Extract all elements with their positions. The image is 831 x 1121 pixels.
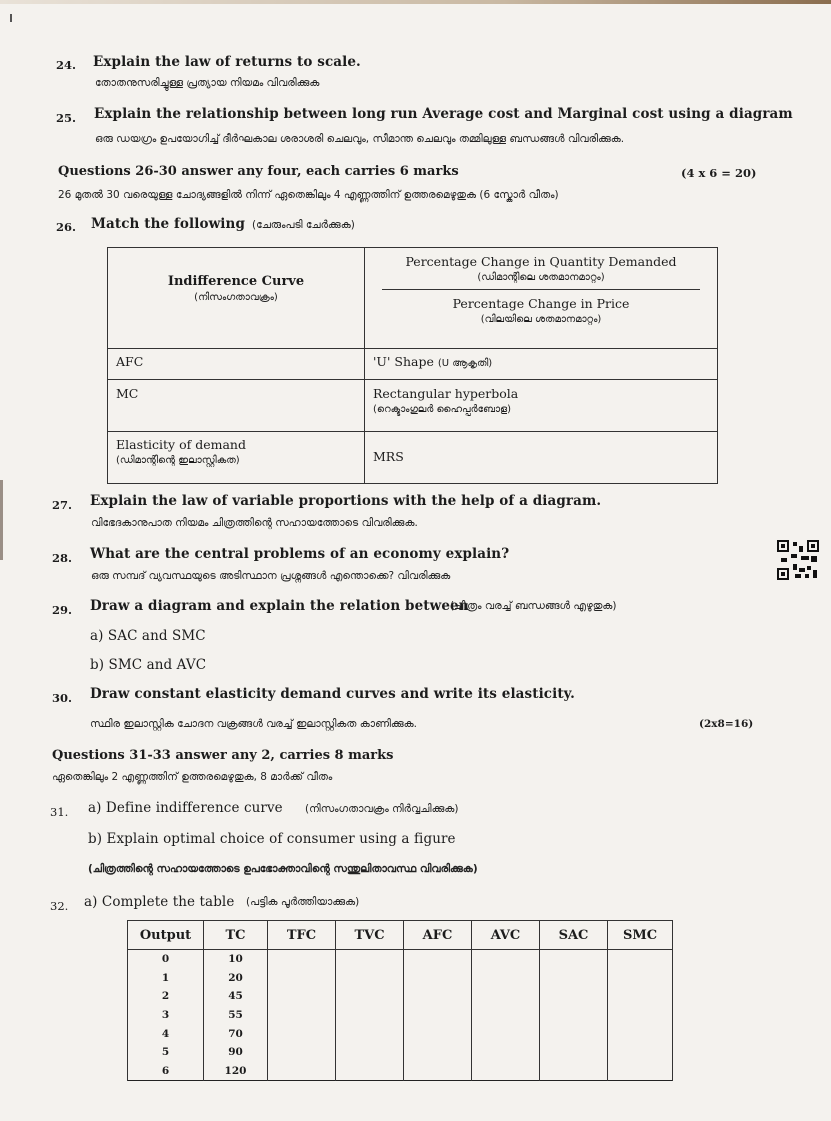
output-cell: 6 xyxy=(128,1062,204,1081)
section-31-33-malayalam: ഏതെങ്കിലും 2 എണ്ണത്തിന് ഉത്തരമെഴുതുക, 8 മാർക്ക് വീതം xyxy=(52,771,333,783)
q24-number: 24. xyxy=(56,58,77,72)
match-right-item: Rectangular hyperbola xyxy=(373,386,519,401)
q25-text: Explain the relationship between long run Average cost and Marginal cost using a diagram xyxy=(94,106,793,122)
output-cell: 4 xyxy=(128,1024,204,1043)
tc-cell: 20 xyxy=(204,969,268,988)
q26-text: Match the following xyxy=(91,216,245,232)
qr-code-icon xyxy=(777,540,819,580)
col-avc: AVC xyxy=(472,921,540,950)
match-left-item: MC xyxy=(116,386,139,401)
match-right-item: MRS xyxy=(373,449,404,464)
section-26-30-title: Questions 26-30 answer any four, each carries 6 marks xyxy=(58,164,459,179)
q31-number: 31. xyxy=(50,805,69,819)
q31-part-b: b) Explain optimal choice of consumer using a figure xyxy=(88,831,456,847)
col-tfc: TFC xyxy=(268,921,336,950)
cost-table xyxy=(127,920,673,1081)
col-tvc: TVC xyxy=(336,921,404,950)
scan-mark xyxy=(10,14,12,22)
match-left-item: Elasticity of demand xyxy=(116,437,246,452)
q27-malayalam: വിഭേദകാനുപാത നിയമം ചിത്രത്തിന്റെ സഹായത്തോടെ വിവരിക്കുക. xyxy=(91,517,418,529)
col-tc: TC xyxy=(204,921,268,950)
q26-number: 26. xyxy=(56,220,77,234)
table-row xyxy=(128,1043,673,1062)
table-row xyxy=(128,987,673,1006)
col-sac: SAC xyxy=(540,921,608,950)
match-row xyxy=(108,432,718,484)
q30-malayalam: സ്ഥിര ഇലാസ്റ്റിക ചോദന വക്രങ്ങൾ വരച്ച് ഇലാസ്റ്റികത കാണിക്കുക. xyxy=(90,718,418,730)
q25-malayalam: ഒരു ഡയഗ്രം ഉപയോഗിച്ച് ദീർഘകാല ശരാശരി ചെലവും, സീമാന്ത ചെലവും തമ്മിലുള്ള ബന്ധങ്ങൾ വിവരിക്കുക. xyxy=(95,133,625,145)
fraction-line xyxy=(382,289,700,290)
q32-part-a-malayalam: (പട്ടിക പൂർത്തിയാക്കുക) xyxy=(246,896,360,908)
table-row xyxy=(128,969,673,988)
q29-text: Draw a diagram and explain the relation between xyxy=(90,598,469,614)
q27-number: 27. xyxy=(52,498,73,512)
match-right-header-top-ml: (ഡിമാന്റിലെ ശതമാനമാറ്റം) xyxy=(477,272,605,283)
q28-text: What are the central problems of an economy explain? xyxy=(90,546,510,562)
table-row xyxy=(128,1006,673,1025)
q25-number: 25. xyxy=(56,111,77,125)
output-cell: 0 xyxy=(128,950,204,969)
match-right-header-bottom-ml: (വിലയിലെ ശതമാനമാറ്റം) xyxy=(480,314,602,325)
q29-part-a: a) SAC and SMC xyxy=(90,628,206,644)
match-right-header-cell xyxy=(365,248,718,349)
section-26-30-marks: (4 x 6 = 20) xyxy=(681,166,757,180)
q31-part-a: a) Define indifference curve xyxy=(88,800,283,816)
section-31-33-marks: (2x8=16) xyxy=(699,718,754,730)
tc-cell: 10 xyxy=(204,950,268,969)
table-row xyxy=(128,1062,673,1081)
q29-part-b: b) SMC and AVC xyxy=(90,657,207,673)
q27-text: Explain the law of variable proportions with the help of a diagram. xyxy=(90,493,602,509)
q30-number: 30. xyxy=(52,691,73,705)
section-31-33-title: Questions 31-33 answer any 2, carries 8 marks xyxy=(52,748,394,763)
col-afc: AFC xyxy=(404,921,472,950)
output-cell: 2 xyxy=(128,987,204,1006)
match-right-item-ml: (U ആകൃതി) xyxy=(437,358,493,369)
scan-edge xyxy=(0,0,831,4)
table-row xyxy=(128,950,673,969)
match-left-header-cell xyxy=(108,248,365,349)
tc-cell: 55 xyxy=(204,1006,268,1025)
scan-edge-left xyxy=(0,480,3,560)
q24-text: Explain the law of returns to scale. xyxy=(93,54,361,70)
output-cell: 3 xyxy=(128,1006,204,1025)
match-left-item-ml: (ഡിമാന്റിന്റെ ഇലാസ്റ്റികത) xyxy=(116,455,240,466)
match-right-item-ml: (റെക്ടാംഗുലർ ഹൈപ്പർബോള) xyxy=(373,404,512,415)
q29-malayalam: (ചിത്രം വരച്ച് ബന്ധങ്ങൾ എഴുതുക) xyxy=(450,600,617,612)
q31-part-b-malayalam: (ചിത്രത്തിന്റെ സഹായത്തോടെ ഉപഭോക്താവിന്റെ സന്തുലിതാവസ്ഥ വിവരിക്കുക) xyxy=(88,863,478,875)
q28-number: 28. xyxy=(52,551,73,565)
match-row xyxy=(108,380,718,432)
q32-part-a: a) Complete the table xyxy=(84,894,235,910)
q24-malayalam: തോതനുസരിച്ചുള്ള പ്രത്യായ നിയമം വിവരിക്കുക xyxy=(95,77,320,89)
match-right-item: 'U' Shape xyxy=(373,354,434,369)
match-right-header-bottom: Percentage Change in Price xyxy=(452,296,630,311)
tc-cell: 45 xyxy=(204,987,268,1006)
match-right-header-top: Percentage Change in Quantity Demanded xyxy=(405,254,677,269)
col-output: Output xyxy=(128,921,204,950)
tc-cell: 90 xyxy=(204,1043,268,1062)
match-table xyxy=(107,247,718,484)
q32-number: 32. xyxy=(50,899,69,913)
match-left-header-ml: (നിസംഗതാവക്രം) xyxy=(194,292,278,303)
col-smc: SMC xyxy=(608,921,673,950)
q31-part-a-malayalam: (നിസംഗതാവക്രം നിർവ്വചിക്കുക) xyxy=(305,803,459,815)
tc-cell: 70 xyxy=(204,1024,268,1043)
cost-table-header xyxy=(128,921,673,950)
section-26-30-malayalam: 26 മുതൽ 30 വരെയുള്ള ചോദ്യങ്ങളിൽ നിന്ന് ഏതെങ്കിലും 4 എണ്ണത്തിന് ഉത്തരമെഴുതുക (6 സ്കോർ വീതം) xyxy=(58,189,559,201)
match-left-header: Indifference Curve xyxy=(167,274,305,289)
q29-number: 29. xyxy=(52,603,73,617)
table-row xyxy=(128,1024,673,1043)
q26-malayalam: (ചേരുംപടി ചേർക്കുക) xyxy=(252,219,355,231)
match-left-item: AFC xyxy=(116,354,144,369)
q28-malayalam: ഒരു സമ്പദ് വ്യവസ്ഥയുടെ അടിസ്ഥാന പ്രശ്നങ്ങൾ എന്തൊക്കെ? വിവരിക്കുക xyxy=(91,570,451,582)
match-row xyxy=(108,349,718,380)
q30-text: Draw constant elasticity demand curves and write its elasticity. xyxy=(90,686,575,702)
tc-cell: 120 xyxy=(204,1062,268,1081)
output-cell: 1 xyxy=(128,969,204,988)
output-cell: 5 xyxy=(128,1043,204,1062)
